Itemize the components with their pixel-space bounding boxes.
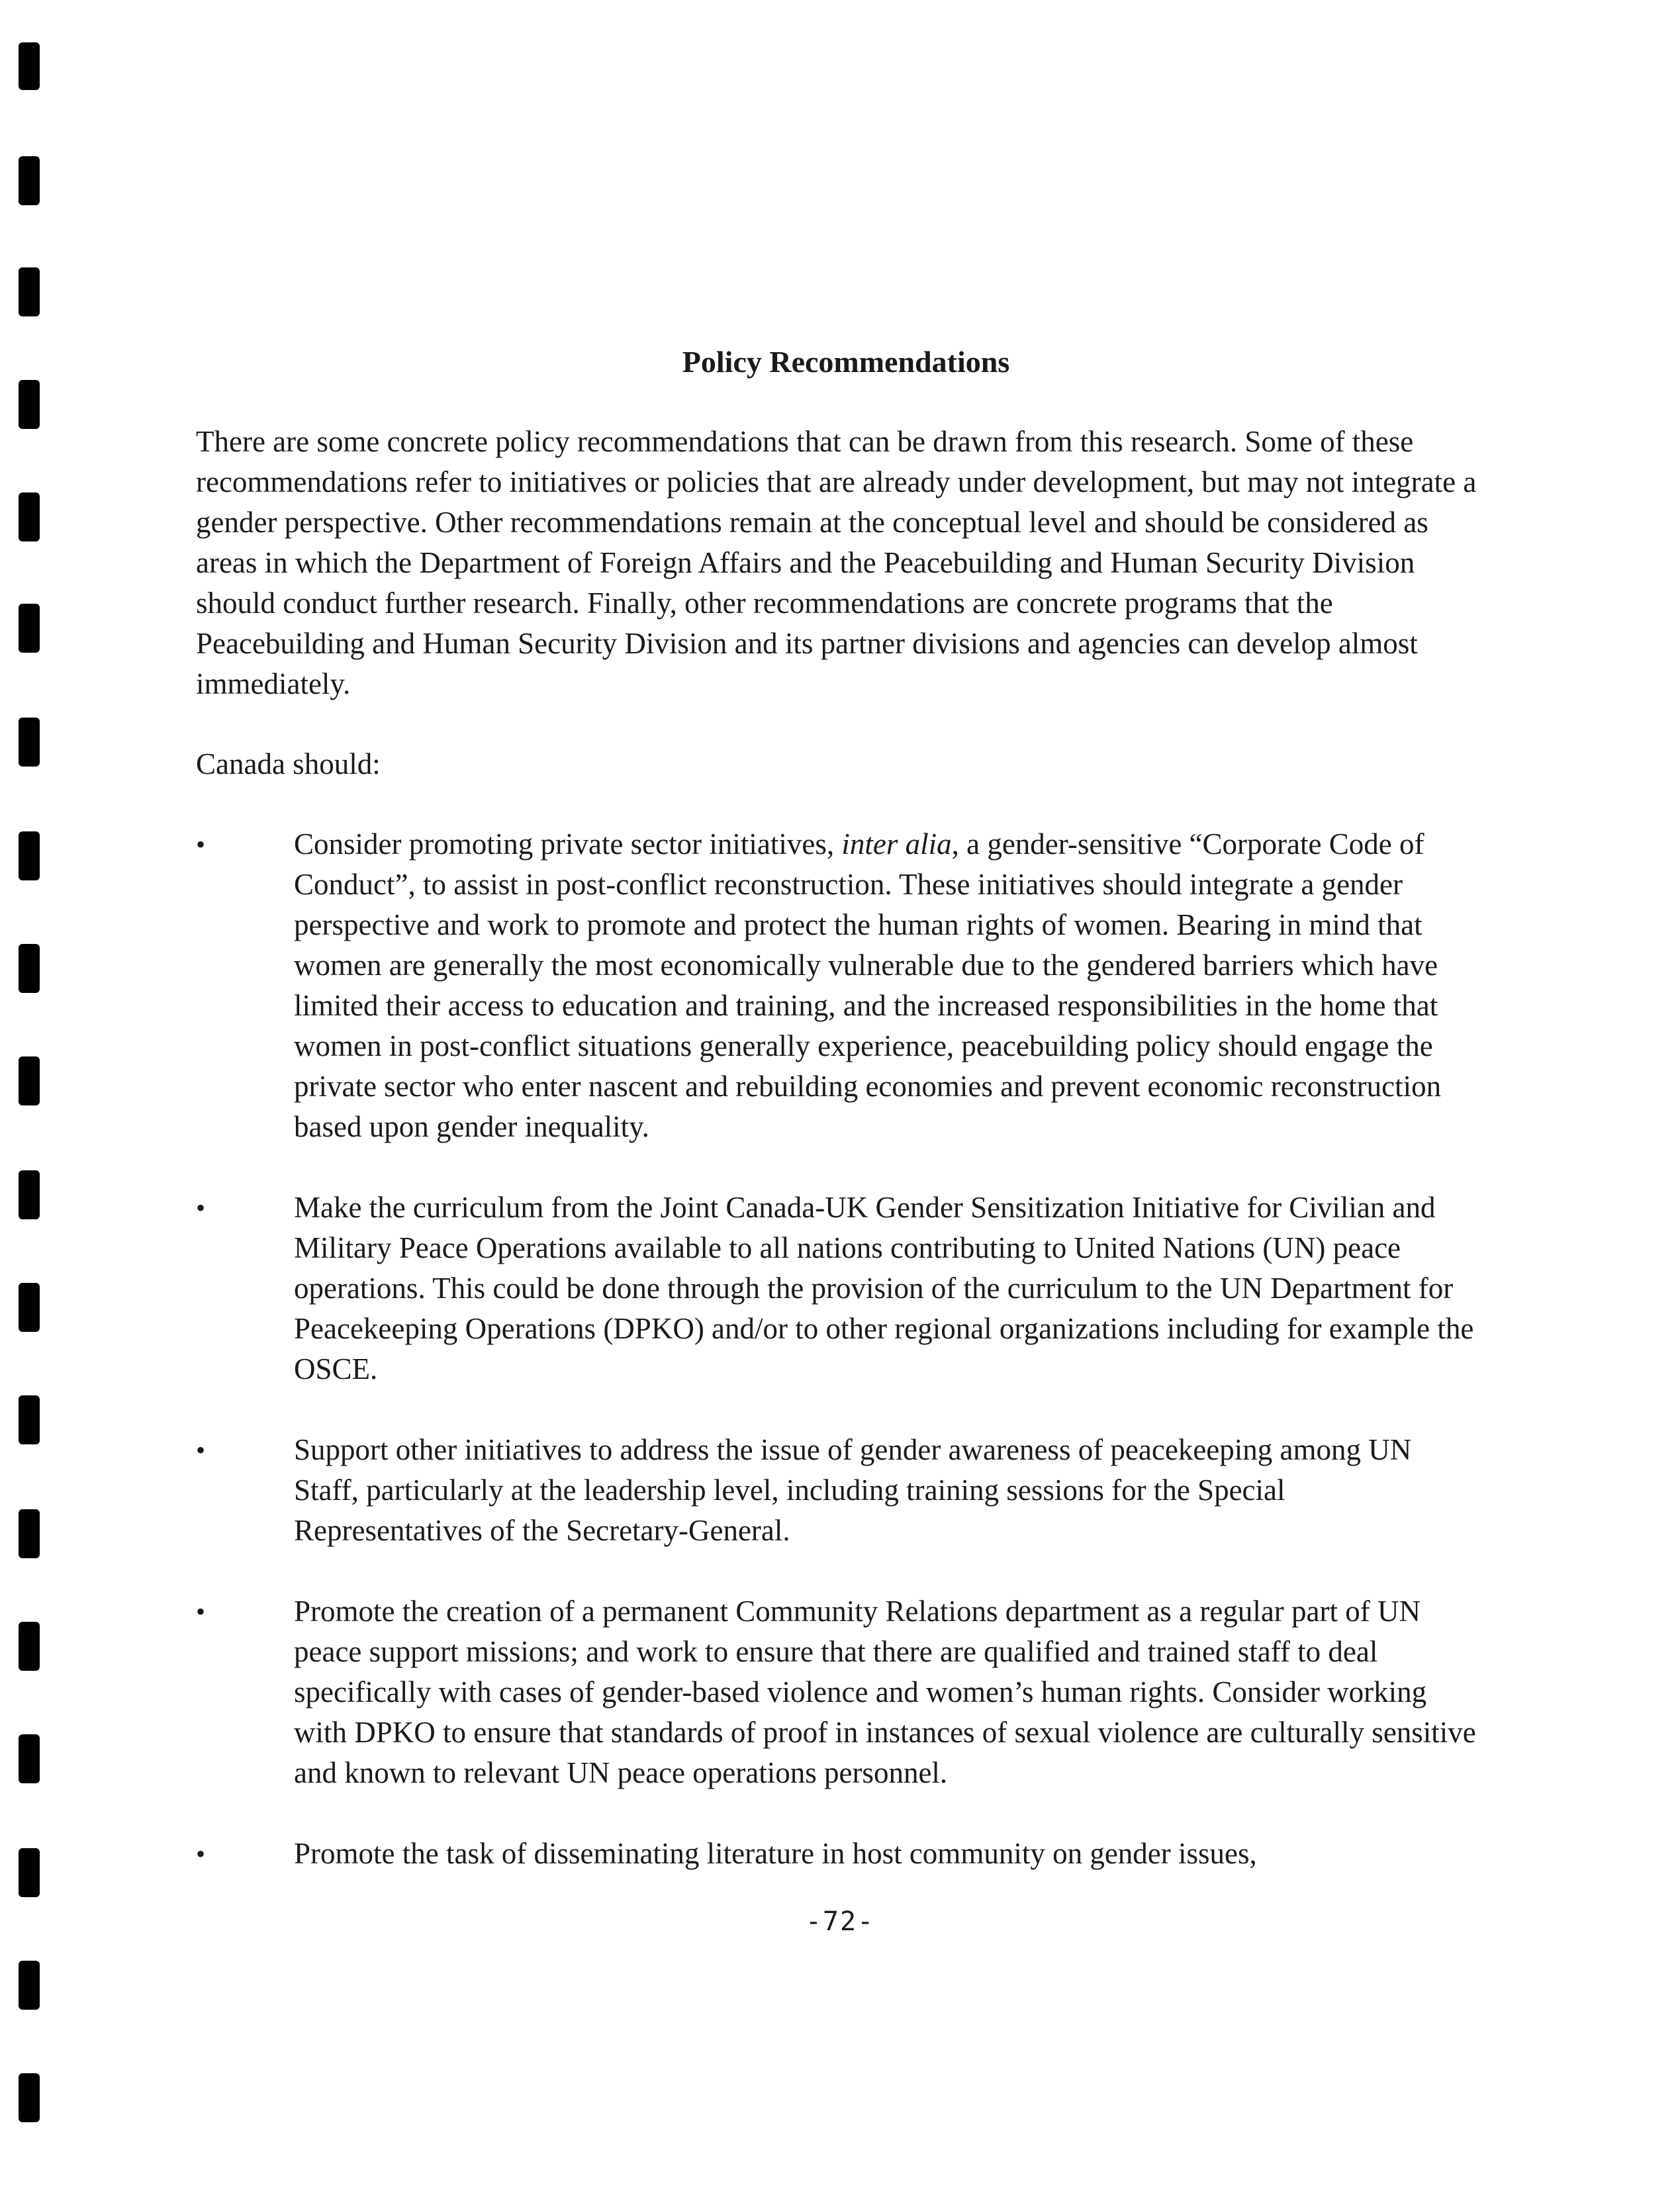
binding-hole-mark (19, 1170, 40, 1219)
binding-holes (19, 0, 45, 2201)
binding-hole-mark (19, 1848, 40, 1897)
binding-hole-mark (19, 156, 40, 205)
binding-hole-mark (19, 492, 40, 541)
binding-hole-mark (19, 380, 40, 429)
bullet-icon: • (196, 1193, 206, 1223)
recommendation-text: Promote the creation of a permanent Community Relations department as a regular part of UN peace support missions; and work to ensure that there are qualified and trained staff to deal specifically with cases of gender-based violence and women’s human rights. Consider working with DPKO to ensure that standards of proof in instances of sexual violence are culturally sensitive and known to relevant UN peace operations personnel. (294, 1595, 1476, 1789)
recommendation-text-start: Consider promoting private sector initiatives, (294, 827, 842, 861)
binding-hole-mark (19, 1283, 40, 1332)
page-body (196, 344, 1480, 1914)
binding-hole-mark (19, 1509, 40, 1558)
binding-hole-mark (19, 944, 40, 993)
recommendation-text: Make the curriculum from the Joint Canada-UK Gender Sensitization Initiative for Civilian and Military Peace Operations available to all nations contributing to United Nations (UN) peace operations. This could be done through the provision of the curriculum to the UN Department for Peacekeeping Operations (DPKO) and/or to other regional organizations including for example the OSCE. (294, 1191, 1474, 1385)
lead-in-text: Canada should: (196, 747, 381, 780)
bullet-icon: • (196, 1597, 206, 1626)
binding-hole-mark (19, 604, 40, 653)
binding-hole-mark (19, 1622, 40, 1671)
recommendation-item (196, 1430, 1480, 1551)
bullet-icon: • (196, 829, 206, 859)
binding-hole-mark (19, 1734, 40, 1783)
recommendation-italic-term: inter alia (841, 827, 952, 861)
bullet-icon: • (196, 1839, 206, 1869)
intro-paragraph: There are some concrete policy recommendations that can be drawn from this research. Some of these recommendations refer to initiatives or policies that are already under development, but may not integrate a gender perspective. Other recommendations remain at the conceptual level and should be considered as areas in which the Department of Foreign Affairs and the Peacebuilding and Human Security Division should conduct further research. Finally, other recommendations are concrete programs that the Peacebuilding and Human Security Division and its partner divisions and agencies can develop almost immediately. (196, 425, 1477, 700)
recommendation-item (196, 1591, 1480, 1793)
recommendation-list (196, 824, 1480, 1874)
page-number: -72- (805, 1906, 875, 1937)
recommendation-item (196, 1834, 1480, 1874)
binding-hole-mark (19, 1961, 40, 2010)
recommendation-item (196, 824, 1480, 1147)
section-heading: Policy Recommendations (682, 345, 1010, 379)
binding-hole-mark (19, 831, 40, 880)
bullet-icon: • (196, 1435, 206, 1465)
recommendation-text: Support other initiatives to address the issue of gender awareness of peacekeeping among UN Staff, particularly at the leadership level, including training sessions for the Special Representatives of the Secretary-General. (294, 1433, 1412, 1547)
recommendation-text-end: , a gender-sensitive “Corporate Code of Conduct”, to assist in post-conflict reconstruction. These initiatives should integrate a gender perspective and work to promote and protect the human rights of women. Bearing in mind that women are generally the most economically vulnerable due to the gendered barriers which have limited their access to education and training, and the increased responsibilities in the home that women in post-conflict situations generally experience, peacebuilding policy should engage the private sector who enter nascent and rebuilding economies and prevent economic reconstruction based upon gender inequality. (294, 827, 1442, 1143)
recommendation-text: Promote the task of disseminating literature in host community on gender issues, (294, 1837, 1257, 1870)
recommendation-item (196, 1188, 1480, 1389)
binding-hole-mark (19, 1395, 40, 1444)
binding-hole-mark (19, 1056, 40, 1105)
binding-hole-mark (19, 718, 40, 767)
binding-hole-mark (19, 42, 40, 90)
binding-hole-mark (19, 267, 40, 316)
binding-hole-mark (19, 2073, 40, 2122)
